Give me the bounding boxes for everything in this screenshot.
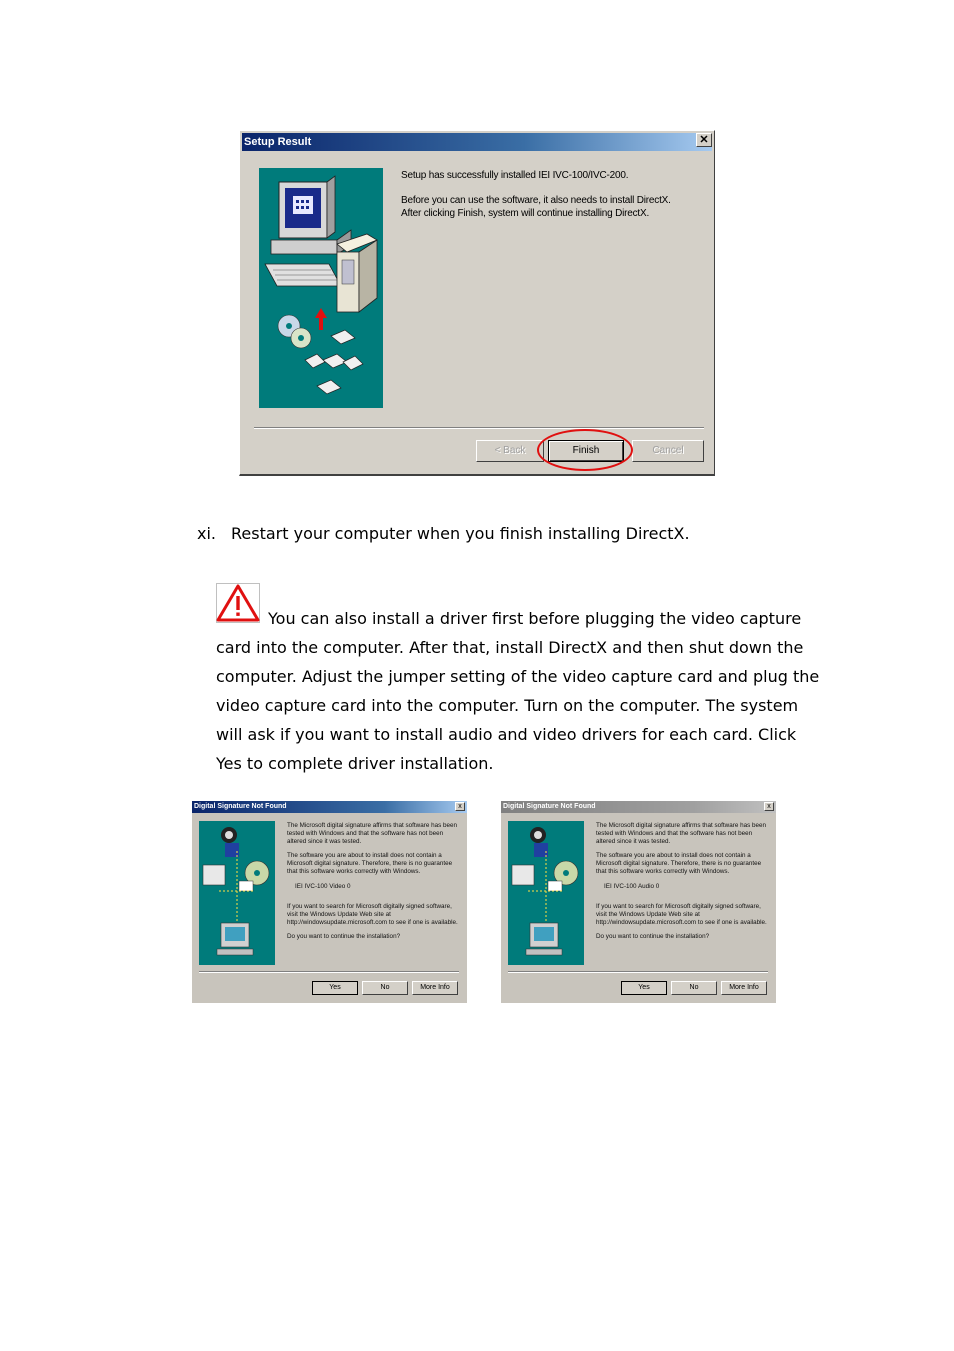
- step-number: xi.: [197, 524, 216, 543]
- cancel-button[interactable]: Cancel: [632, 440, 704, 462]
- device-name: IEI IVC-100 Video 0: [295, 882, 351, 890]
- more-info-button[interactable]: More Info: [412, 981, 458, 995]
- signature-message: [596, 822, 768, 947]
- success-message: Setup has successfully installed IEI IVC-100/IVC-200.: [401, 170, 629, 181]
- more-info-button[interactable]: More Info: [721, 981, 767, 995]
- dialog-message: [401, 169, 701, 232]
- signature-para-3: If you want to search for Microsoft digitally signed software, visit the Windows Update Web site at http://windowsupdate.microsoft.com to see if one is available.: [287, 902, 458, 926]
- step-item: [197, 523, 690, 545]
- computer-install-icon: [259, 168, 383, 408]
- yes-button[interactable]: Yes: [312, 981, 358, 995]
- signature-dialog-audio: [501, 801, 776, 1003]
- hardware-wizard-icon: [508, 821, 584, 965]
- directx-continue-notice: After clicking Finish, system will continue installing DirectX.: [401, 208, 650, 219]
- continue-question: Do you want to continue the installation?: [596, 932, 710, 940]
- signature-dialog-video: [192, 801, 467, 1003]
- button-separator: [508, 971, 768, 973]
- setup-illustration: [259, 168, 383, 408]
- signature-para-2: The software you are about to install does not contain a Microsoft digital signature. Therefore, there is no guarantee that this software works correctly with Windows.: [287, 852, 453, 876]
- signature-message: [287, 822, 459, 947]
- device-name: IEI IVC-100 Audio 0: [604, 882, 660, 890]
- setup-result-dialog: [239, 130, 715, 476]
- button-separator: [254, 427, 704, 429]
- signature-illustration: [508, 821, 584, 965]
- signature-para-1: The Microsoft digital signature affirms that software has been tested with Windows and that the software has not been altered since it was tested.: [596, 822, 766, 846]
- continue-question: Do you want to continue the installation?: [287, 932, 401, 940]
- dialog-title: Digital Signature Not Found: [501, 801, 776, 813]
- signature-para-1: The Microsoft digital signature affirms that software has been tested with Windows and that the software has not been altered since it was tested.: [287, 822, 457, 846]
- button-separator: [199, 971, 459, 973]
- step-text: Restart your computer when you finish installing DirectX.: [231, 524, 690, 543]
- no-button[interactable]: No: [362, 981, 408, 995]
- back-button[interactable]: < Back: [476, 440, 544, 462]
- note-paragraph: [216, 604, 826, 778]
- note-text: You can also install a driver first before plugging the video capture card into the computer. After that, install DirectX and then shut down the computer. Adjust the jumper setting of the video capture card and plug the video capture card into the computer. Turn on the computer. The system will ask if you want to install audio and video drivers for each card. Click Yes to complete driver installation.: [216, 609, 820, 773]
- close-button[interactable]: x: [455, 802, 465, 811]
- directx-notice: Before you can use the software, it also needs to install DirectX.: [401, 195, 671, 206]
- signature-illustration: [199, 821, 275, 965]
- yes-button[interactable]: Yes: [621, 981, 667, 995]
- close-button[interactable]: ✕: [696, 133, 712, 147]
- finish-highlight-circle: [537, 429, 633, 471]
- signature-para-3: If you want to search for Microsoft digitally signed software, visit the Windows Update Web site at http://windowsupdate.microsoft.com to see if one is available.: [596, 902, 767, 926]
- signature-para-2: The software you are about to install does not contain a Microsoft digital signature. Therefore, there is no guarantee that this software works correctly with Windows.: [596, 852, 762, 876]
- no-button[interactable]: No: [671, 981, 717, 995]
- hardware-wizard-icon: [199, 821, 275, 965]
- close-button[interactable]: x: [764, 802, 774, 811]
- dialog-title: Digital Signature Not Found: [192, 801, 467, 813]
- dialog-title: Setup Result: [242, 133, 712, 151]
- finish-button[interactable]: Finish: [548, 440, 624, 462]
